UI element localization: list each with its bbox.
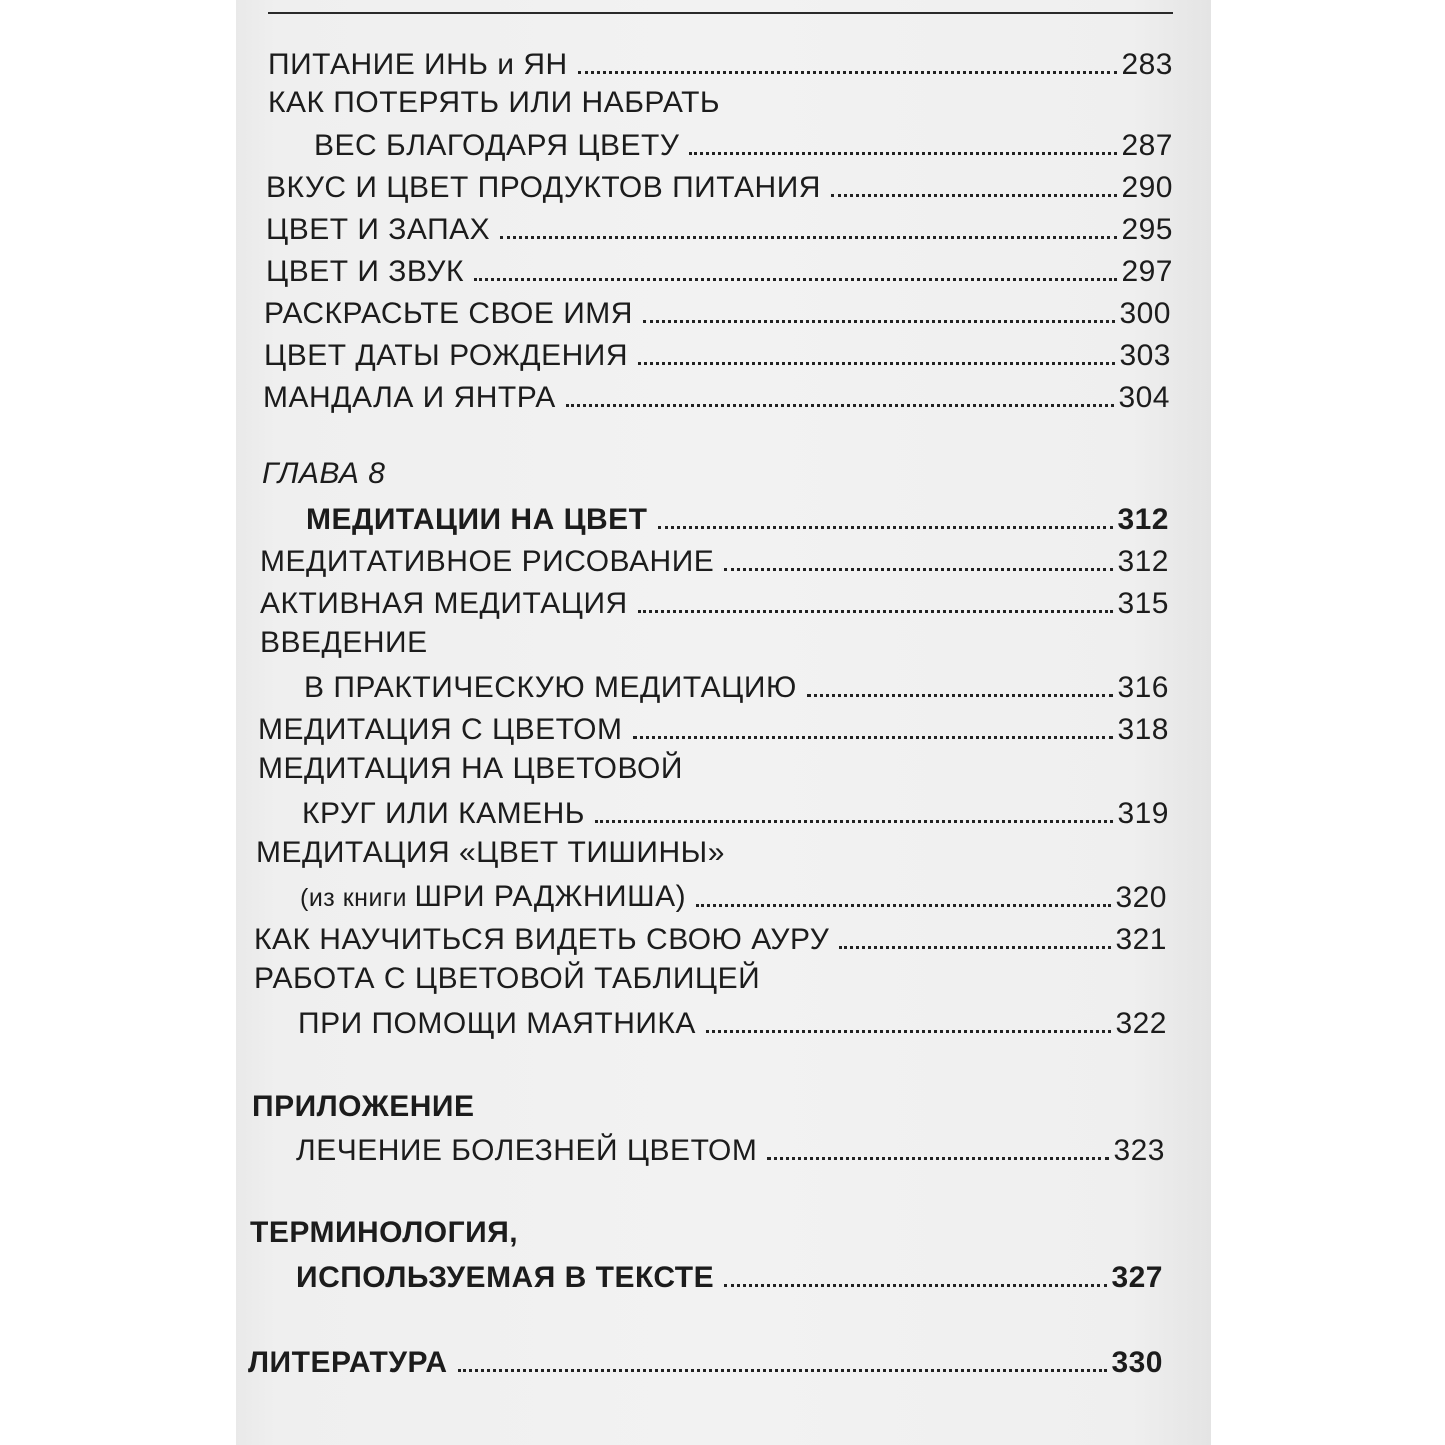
toc-entry (314, 123, 1173, 163)
dot-leader (658, 526, 1114, 529)
toc-entry-title: ПРИЛОЖЕНИЕ (252, 1090, 475, 1123)
toc-entry-title-main: ШРИ РАДЖНИША) (414, 880, 687, 913)
toc-entry (258, 746, 1169, 786)
toc-entry-page: 327 (1111, 1261, 1163, 1294)
toc-entry (264, 291, 1171, 331)
toc-entry-title: ТЕРМИНОЛОГИЯ, (250, 1216, 519, 1249)
toc-entry (256, 830, 1167, 870)
toc-entry-title: КРУГ ИЛИ КАМЕНЬ (302, 797, 585, 830)
toc-entry-page: 312 (1117, 545, 1169, 578)
toc-entry-page: 312 (1117, 503, 1169, 536)
toc-entry (260, 620, 1169, 660)
dot-leader (458, 1369, 1108, 1372)
toc-entry (266, 165, 1173, 205)
dot-leader (643, 320, 1115, 323)
toc-entry (296, 1128, 1165, 1168)
toc-entry-page: 304 (1118, 381, 1170, 414)
toc-entry-page: 323 (1113, 1134, 1165, 1167)
dot-leader (638, 610, 1114, 613)
dot-leader (595, 820, 1113, 823)
toc-entry-title: МЕДИТАЦИЯ «ЦВЕТ ТИШИНЫ» (256, 836, 725, 869)
toc-entry-title-prefix: (из книги (300, 884, 415, 912)
toc-entry-title: МЕДИТАЦИЯ С ЦВЕТОМ (258, 713, 623, 746)
dot-leader (831, 194, 1117, 197)
toc-entry (263, 375, 1170, 415)
toc-entry-title: КАК НАУЧИТЬСЯ ВИДЕТЬ СВОЮ АУРУ (254, 923, 830, 956)
toc-entry (254, 956, 1167, 996)
toc-entry (268, 42, 1173, 82)
toc-entry-page: 295 (1121, 213, 1173, 246)
toc-entry-title: КАК ПОТЕРЯТЬ ИЛИ НАБРАТЬ (268, 86, 721, 119)
toc-entry-page: 320 (1115, 881, 1167, 914)
dot-leader (638, 362, 1115, 365)
toc-entry-title: ГЛАВА 8 (262, 457, 386, 490)
toc-entry-page: 290 (1121, 171, 1173, 204)
toc-entry-title: ПИТАНИЕ ИНЬ и ЯН (268, 48, 568, 81)
toc-entry (296, 1255, 1163, 1295)
toc-entry-title: В ПРАКТИЧЕСКУЮ МЕДИТАЦИЮ (304, 671, 797, 704)
toc-entry-title: МАНДАЛА И ЯНТРА (263, 381, 556, 414)
toc-entry (260, 539, 1169, 579)
dot-leader (566, 404, 1115, 407)
toc-entry-page: 316 (1117, 671, 1169, 704)
toc-entry (304, 665, 1169, 705)
toc-entry-title: ЛЕЧЕНИЕ БОЛЕЗНЕЙ ЦВЕТОМ (296, 1134, 758, 1167)
toc-entry-title: МЕДИТАЦИЯ НА ЦВЕТОВОЙ (258, 752, 683, 785)
toc-entry (298, 1001, 1167, 1041)
toc-entry (258, 707, 1169, 747)
toc-entry-page: 319 (1117, 797, 1169, 830)
toc-entry-page: 300 (1119, 297, 1171, 330)
dot-leader (724, 1284, 1107, 1287)
dot-leader (633, 736, 1114, 739)
table-of-contents (236, 0, 1211, 1445)
dot-leader (500, 236, 1117, 239)
toc-entry (306, 497, 1169, 537)
toc-entry (266, 207, 1173, 247)
toc-entry-title: ПРИ ПОМОЩИ МАЯТНИКА (298, 1007, 696, 1040)
toc-entry-page: 330 (1111, 1346, 1163, 1379)
dot-leader (839, 946, 1111, 949)
toc-entry (264, 333, 1171, 373)
toc-entry-page: 303 (1119, 339, 1171, 372)
toc-entry-title: ВКУС И ЦВЕТ ПРОДУКТОВ ПИТАНИЯ (266, 171, 821, 204)
dot-leader (689, 152, 1117, 155)
toc-entry-title: ЦВЕТ ДАТЫ РОЖДЕНИЯ (264, 339, 629, 372)
toc-entry-title: ИСПОЛЬЗУЕМАЯ В ТЕКСТЕ (296, 1261, 715, 1294)
toc-entry-page: 287 (1121, 129, 1173, 162)
toc-entry-page: 321 (1115, 923, 1167, 956)
toc-entry-title: ЛИТЕРАТУРА (248, 1346, 448, 1379)
toc-entry-title: АКТИВНАЯ МЕДИТАЦИЯ (260, 587, 628, 620)
dot-leader (578, 71, 1118, 74)
toc-entry (300, 875, 1167, 915)
toc-entry-page: 322 (1115, 1007, 1167, 1040)
toc-entry-page: 318 (1117, 713, 1169, 746)
dot-leader (724, 568, 1113, 571)
section-heading (250, 1210, 1163, 1250)
toc-entry (254, 917, 1167, 957)
toc-entry-title: РАБОТА С ЦВЕТОВОЙ ТАБЛИЦЕЙ (254, 962, 761, 995)
toc-entry-title (300, 880, 686, 915)
dot-leader (706, 1030, 1112, 1033)
toc-entry-page: 283 (1121, 48, 1173, 81)
book-page (236, 0, 1211, 1445)
toc-entry (248, 1340, 1163, 1380)
toc-entry (266, 249, 1173, 289)
toc-entry-title: ВЕС БЛАГОДАРЯ ЦВЕТУ (314, 129, 680, 162)
toc-entry-title: МЕДИТАТИВНОЕ РИСОВАНИЕ (260, 545, 715, 578)
toc-entry (268, 80, 1173, 120)
dot-leader (474, 278, 1118, 281)
toc-entry-page: 297 (1121, 255, 1173, 288)
section-heading (252, 1084, 1165, 1124)
chapter-heading (262, 451, 1169, 491)
toc-entry (260, 581, 1169, 621)
toc-entry-title: ВВЕДЕНИЕ (260, 626, 428, 659)
toc-entry-title: МЕДИТАЦИИ НА ЦВЕТ (306, 503, 648, 536)
toc-entry-title: ЦВЕТ И ЗАПАХ (266, 213, 491, 246)
toc-entry (302, 791, 1169, 831)
toc-entry-title: РАСКРАСЬТЕ СВОЕ ИМЯ (264, 297, 633, 330)
toc-entry-title: ЦВЕТ И ЗВУК (266, 255, 464, 288)
dot-leader (696, 904, 1111, 907)
dot-leader (767, 1157, 1109, 1160)
dot-leader (807, 694, 1114, 697)
toc-entry-page: 315 (1117, 587, 1169, 620)
